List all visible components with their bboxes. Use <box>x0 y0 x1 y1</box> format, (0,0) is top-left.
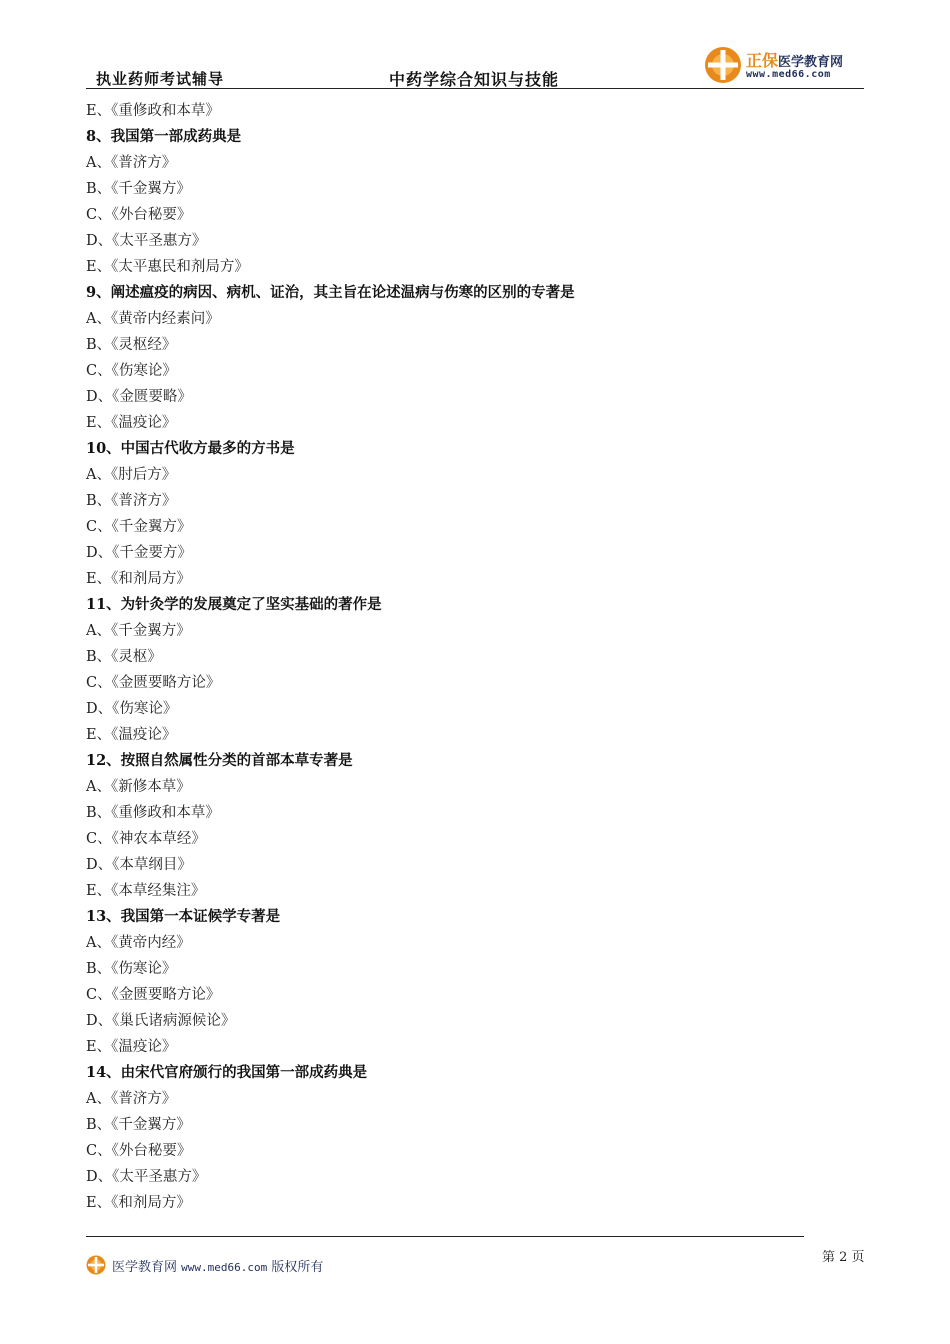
question-stem: 10、中国古代收方最多的方书是 <box>86 440 295 457</box>
answer-option: E、《和剂局方》 <box>86 571 191 587</box>
answer-option: D、《太平圣惠方》 <box>86 233 207 249</box>
question-stem: 14、由宋代官府颁行的我国第一部成药典是 <box>86 1064 368 1081</box>
answer-option: A、《普济方》 <box>86 1091 177 1107</box>
answer-option: B、《重修政和本草》 <box>86 805 220 821</box>
answer-option: C、《神农本草经》 <box>86 831 206 847</box>
answer-option: B、《灵枢经》 <box>86 337 177 353</box>
brand-logo[interactable] <box>704 44 874 86</box>
answer-option: A、《肘后方》 <box>86 467 177 483</box>
answer-option: C、《金匮要略方论》 <box>86 675 221 691</box>
zhengbao-logo-icon <box>704 46 742 84</box>
header-left-title: 执业药师考试辅导 <box>96 70 225 88</box>
answer-option: A、《黄帝内经》 <box>86 935 191 951</box>
answer-option: D、《本草纲目》 <box>86 857 192 873</box>
answer-option: D、《千金要方》 <box>86 545 192 561</box>
answer-option: A、《黄帝内经素问》 <box>86 311 220 327</box>
answer-option: A、《普济方》 <box>86 155 177 171</box>
page-number: 第 2 页 <box>822 1250 865 1265</box>
answer-option: D、《金匮要略》 <box>86 389 192 405</box>
answer-option: A、《千金翼方》 <box>86 623 191 639</box>
answer-option: D、《太平圣惠方》 <box>86 1169 207 1185</box>
footer-divider <box>86 1236 804 1237</box>
answer-option: E、《重修政和本草》 <box>86 103 220 119</box>
answer-option: E、《温疫论》 <box>86 727 177 743</box>
answer-option: B、《灵枢》 <box>86 649 162 665</box>
answer-option: C、《千金翼方》 <box>86 519 192 535</box>
footer-url[interactable]: www.med66.com <box>181 1260 268 1274</box>
answer-option: B、《普济方》 <box>86 493 177 509</box>
footer-site-name: 医学教育网 <box>112 1259 178 1275</box>
answer-option: C、《外台秘要》 <box>86 207 192 223</box>
zhengbao-small-logo-icon <box>86 1255 106 1275</box>
answer-option: E、《温疫论》 <box>86 1039 177 1055</box>
logo-brand-name: 正保 <box>746 51 779 70</box>
logo-url: www.med66.com <box>746 69 831 80</box>
question-stem: 11、为针灸学的发展奠定了坚实基础的著作是 <box>86 596 382 613</box>
question-stem: 9、阐述瘟疫的病因、病机、证治，其主旨在论述温病与伤寒的区别的专著是 <box>86 284 575 301</box>
footer-brand <box>86 1254 323 1276</box>
answer-option: B、《伤寒论》 <box>86 961 177 977</box>
question-list <box>86 98 846 1216</box>
header-divider <box>86 88 864 89</box>
answer-option: A、《新修本草》 <box>86 779 191 795</box>
answer-option: D、《巢氏诸病源候论》 <box>86 1013 236 1029</box>
answer-option: C、《伤寒论》 <box>86 363 177 379</box>
answer-option: C、《外台秘要》 <box>86 1143 192 1159</box>
answer-option: D、《伤寒论》 <box>86 701 178 717</box>
page-header <box>86 40 864 90</box>
answer-option: C、《金匮要略方论》 <box>86 987 221 1003</box>
answer-option: E、《和剂局方》 <box>86 1195 191 1211</box>
answer-option: B、《千金翼方》 <box>86 1117 191 1133</box>
answer-option: B、《千金翼方》 <box>86 181 191 197</box>
question-stem: 8、我国第一部成药典是 <box>86 128 242 145</box>
footer-rights: 版权所有 <box>271 1259 324 1275</box>
answer-option: E、《本草经集注》 <box>86 883 206 899</box>
logo-brand-text <box>746 48 843 71</box>
question-stem: 12、按照自然属性分类的首部本草专著是 <box>86 752 353 769</box>
header-center-title: 中药学综合知识与技能 <box>389 70 560 89</box>
question-stem: 13、我国第一本证候学专著是 <box>86 908 281 925</box>
logo-brand-sub: 医学教育网 <box>778 55 844 70</box>
answer-option: E、《太平惠民和剂局方》 <box>86 259 249 275</box>
answer-option: E、《温疫论》 <box>86 415 177 431</box>
footer-text <box>112 1256 323 1275</box>
